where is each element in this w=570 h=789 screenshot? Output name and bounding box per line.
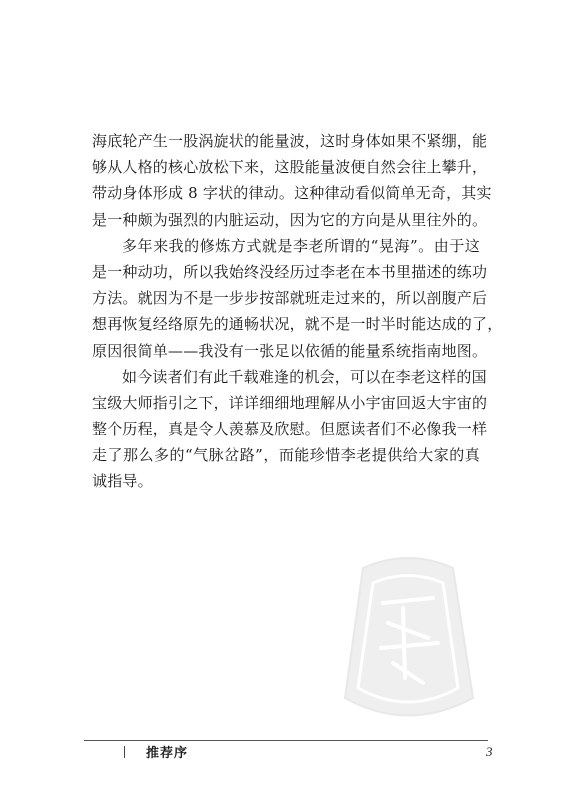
text-line: 方法。就因为不是一步步按部就班走过来的，所以剖腹产后 <box>92 289 488 308</box>
text-line: 想再恢复经络原先的通畅状况，就不是一时半时能达成的了， <box>92 315 503 334</box>
body-text <box>92 128 503 495</box>
text-line: 宝级大师指引之下，详详细细地理解从小宇宙回返大宇宙的 <box>92 393 488 412</box>
text-line: 诚指导。 <box>92 472 153 491</box>
text-line: 是一种动功，所以我始终没经历过李老在本书里描述的练功 <box>92 262 488 281</box>
page-number: 3 <box>486 744 493 759</box>
text-line: 带动身体形成 8 字状的律动。这种律动看似简单无奇，其实 <box>92 184 492 203</box>
running-footer-section: 推荐序 <box>146 746 189 761</box>
text-line: 原因很简单——我没有一张足以依循的能量系统指南地图。 <box>92 341 488 360</box>
text-line: 如今读者们有此千载难逢的机会，可以在李老这样的国 <box>122 367 487 386</box>
footer-divider <box>84 740 488 741</box>
footer-separator-bar <box>124 746 125 758</box>
text-line: 是一种颇为强烈的内脏运动，因为它的方向是从里往外的。 <box>92 210 488 229</box>
seal-watermark-icon <box>333 548 483 728</box>
text-line: 走了那么多的“气脉岔路”，而能珍惜李老提供给大家的真 <box>92 446 480 465</box>
text-line: 多年来我的修炼方式就是李老所谓的“晃海”。由于这 <box>122 236 480 255</box>
text-line: 够从人格的核心放松下来，这股能量波便自然会往上攀升， <box>92 158 488 177</box>
text-line: 整个历程，真是令人羡慕及欣慰。但愿读者们不必像我一样 <box>92 420 488 439</box>
text-line: 海底轮产生一股涡旋状的能量波，这时身体如果不紧绷，能 <box>92 132 488 150</box>
